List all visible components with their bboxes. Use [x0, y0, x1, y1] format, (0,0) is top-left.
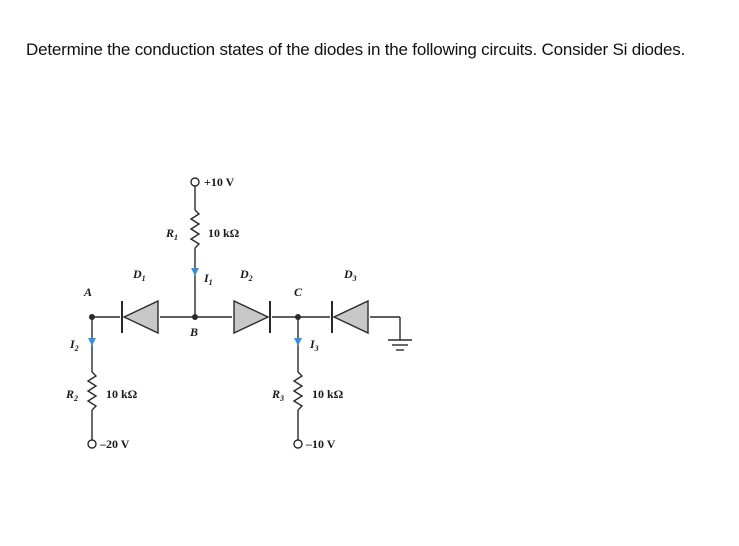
node-c-label: C [294, 285, 303, 299]
resistor-r3-symbol [294, 372, 302, 410]
diode-d2-symbol [234, 301, 270, 333]
resistor-r1-name: $R_1$ [166, 226, 179, 242]
terminal-top [191, 178, 199, 186]
terminal-right [294, 440, 302, 448]
node-c-dot [295, 314, 301, 320]
resistor-r1-value: 10 kΩ [208, 226, 240, 240]
current-i2-arrow-icon [88, 338, 96, 346]
current-i3-arrow-icon [294, 338, 302, 346]
diode-d1-symbol [122, 301, 158, 333]
node-b-label: B [190, 325, 199, 339]
current-i3-label: $I_3$ [310, 337, 319, 353]
resistor-r3-name: $R_3$ [272, 387, 285, 403]
resistor-r2-symbol [88, 372, 96, 410]
diode-d1-name: $D_1$ [133, 267, 146, 283]
current-i2-label: $I_2$ [70, 337, 79, 353]
terminal-left [88, 440, 96, 448]
question-text: Determine the conduction states of the diodes in the following circuits. Consider Si diodes. [26, 40, 686, 59]
node-a-dot [89, 314, 95, 320]
current-i1-arrow-icon [191, 268, 199, 276]
node-b-dot [192, 314, 198, 320]
diode-d3-name: $D_3$ [344, 267, 357, 283]
resistor-r2-value: 10 kΩ [106, 387, 138, 401]
supply-top-label: +10 V [204, 175, 235, 189]
resistor-r3-value: 10 kΩ [312, 387, 344, 401]
diode-d3-symbol [332, 301, 368, 333]
supply-left-label: –20 V [100, 437, 130, 451]
diode-d2-name: $D_2$ [240, 267, 253, 283]
current-i1-label: $I_1$ [204, 271, 213, 287]
node-a-label: A [84, 285, 93, 299]
ground-icon [388, 340, 412, 350]
resistor-r1-symbol [191, 210, 199, 248]
resistor-r2-name: $R_2$ [66, 387, 79, 403]
supply-right-label: –10 V [306, 437, 336, 451]
